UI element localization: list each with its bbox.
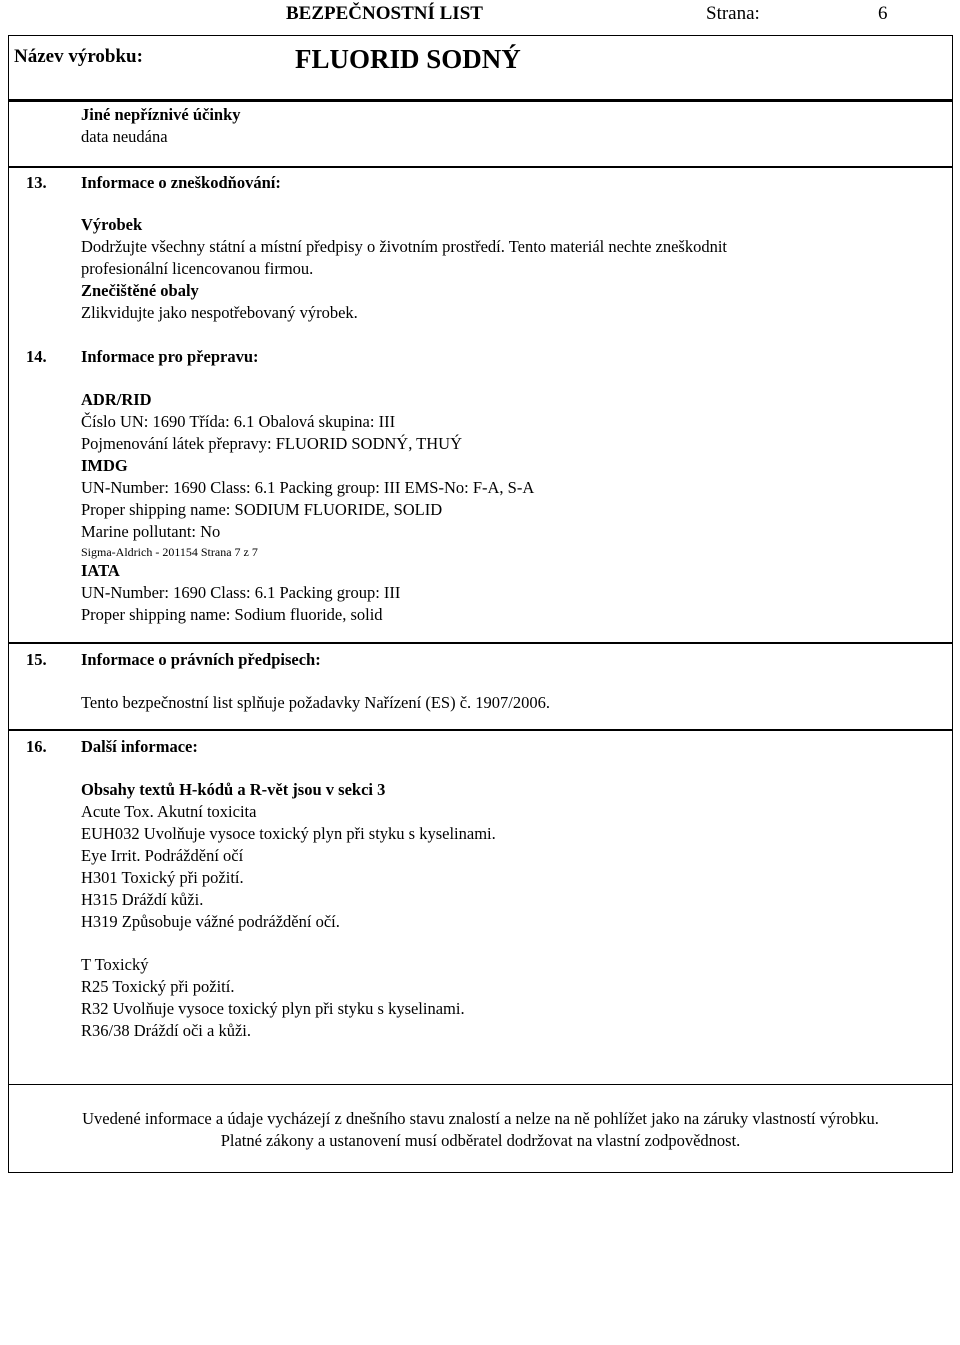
imdg-line-2: Proper shipping name: SODIUM FLUORIDE, SOLID [81,500,443,519]
h-code-line: H319 Způsobuje vážné podráždění očí. [81,912,340,931]
disposal-packaging-heading: Znečištěné obaly [81,281,199,300]
iata-heading: IATA [81,561,120,580]
h-codes-heading: Obsahy textů H-kódů a R-vět jsou v sekci 3 [81,780,386,799]
imdg-line-1: UN-Number: 1690 Class: 6.1 Packing group: III EMS-No: F-A, S-A [81,478,535,497]
disposal-product-text-2: profesionální licencovanou firmou. [81,259,314,278]
imdg-heading: IMDG [81,456,128,475]
h-code-line: EUH032 Uvolňuje vysoce toxický plyn při styku s kyselinami. [81,824,496,843]
iata-line-2: Proper shipping name: Sodium fluoride, solid [81,605,383,624]
iata-line-1: UN-Number: 1690 Class: 6.1 Packing group: III [81,583,401,602]
section-15-number: 15. [26,650,47,669]
r-phrase-line: T Toxický [81,955,149,974]
h-code-line: H301 Toxický při požití. [81,868,244,887]
r-phrase-line: R25 Toxický při požití. [81,977,235,996]
disposal-packaging-text: Zlikvidujte jako nespotřebovaný výrobek. [81,303,358,322]
section-divider [8,729,953,731]
regulatory-text: Tento bezpečnostní list splňuje požadavky Nařízení (ES) č. 1907/2006. [81,693,550,712]
product-name-value: FLUORID SODNÝ [295,44,521,74]
page-label: Strana: [706,3,760,24]
document-title: BEZPEČNOSTNÍ LIST [286,3,483,24]
section-divider [8,642,953,644]
section-14-title: Informace pro přepravu: [81,347,259,366]
disclaimer-line-2: Platné zákony a ustanovení musí odběratel dodržovat na vlastní zodpovědnost. [220,1131,741,1150]
section-15-title: Informace o právních předpisech: [81,650,321,669]
product-name-label: Název výrobku: [14,46,143,67]
h-code-line: H315 Dráždí kůži. [81,890,204,909]
page-number: 6 [878,3,888,24]
section-divider [8,166,953,168]
imdg-line-4: Sigma-Aldrich - 201154 Strana 7 z 7 [81,545,258,559]
h-code-line: Acute Tox. Akutní toxicita [81,802,257,821]
section-13-number: 13. [26,173,47,192]
adr-line-1: Číslo UN: 1690 Třída: 6.1 Obalová skupina: III [81,412,396,431]
section-16-number: 16. [26,737,47,756]
r-phrase-line: R36/38 Dráždí oči a kůži. [81,1021,251,1040]
section-14-number: 14. [26,347,47,366]
r-phrase-line: R32 Uvolňuje vysoce toxický plyn při styku s kyselinami. [81,999,465,1018]
imdg-line-3: Marine pollutant: No [81,522,221,541]
h-code-line: Eye Irrit. Podráždění očí [81,846,244,865]
section-16-title: Další informace: [81,737,198,756]
section-13-title: Informace o zneškodňování: [81,173,281,192]
other-effects-text: data neudána [81,127,168,146]
disposal-product-heading: Výrobek [81,215,143,234]
disclaimer-line-1: Uvedené informace a údaje vycházejí z dnešního stavu znalostí a nelze na ně pohlížet jako na záruky vlastností výrobku. [82,1109,879,1128]
adr-line-2: Pojmenování látek přepravy: FLUORID SODNÝ, THUÝ [81,434,462,453]
disposal-product-text-1: Dodržujte všechny státní a místní předpisy o životním prostředí. Tento materiál nechte zneškodnit [81,237,728,256]
other-effects-heading: Jiné nepříznivé účinky [81,105,241,124]
adr-heading: ADR/RID [81,390,152,409]
